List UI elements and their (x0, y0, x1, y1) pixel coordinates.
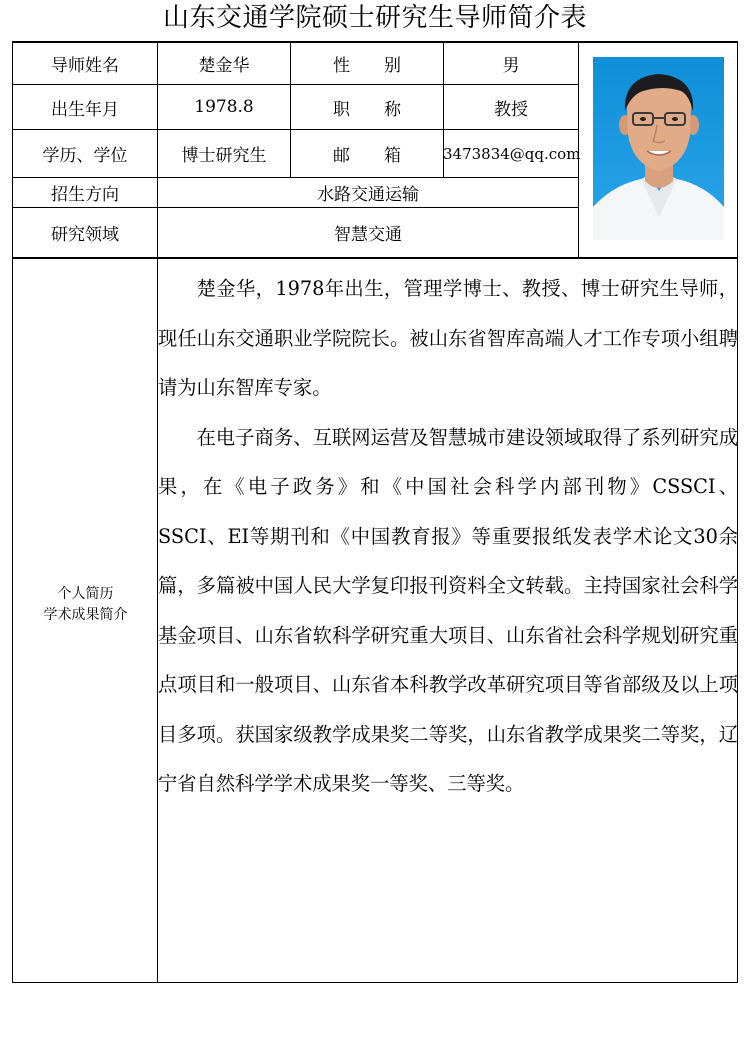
rank-value: 教授 (494, 99, 528, 120)
bio-paragraph-2: 在电子商务、互联网运营及智慧城市建设领域取得了系列研究成果，在《电子政务》和《中国社会科学内部刊物》CSSCI、 SSCI、EI等期刊和《中国教育报》等重要报纸发表学术论文30余篇，多篇被中国人民大学复印报刊资料全文转载。主持国家社会科学基金项目、山东省软科学研究重大项目、山东省社会科学规划研究重点项目和一般项目、山东省本科教学改革研究项目等省部级及以上项目多项。获国家级教学成果奖二等奖，山东省教学成果奖二等奖，辽宁省自然科学学术成果奖一等奖、三等奖。 (158, 425, 738, 795)
research-label: 研究领域 (51, 225, 119, 245)
birth-value: 1978.8 (194, 97, 254, 117)
enroll-value: 水路交通运输 (317, 185, 419, 205)
name-value: 楚金华 (198, 55, 250, 76)
gender-value: 男 (502, 55, 520, 76)
bio-paragraph-1: 楚金华，1978年出生，管理学博士、教授、博士研究生导师，现任山东交通职业学院院长。被山东省智库高端人才工作专项小组聘请为山东智库专家。 (158, 277, 738, 399)
birth-label: 出生年月 (51, 99, 119, 120)
bio-label-line2: 学术成果简介 (43, 607, 128, 623)
portrait-photo (593, 57, 724, 240)
bio-content (158, 264, 738, 809)
enroll-label: 招生方向 (51, 185, 119, 205)
gender-label: 性 别 (333, 55, 401, 76)
degree-value: 博士研究生 (181, 146, 267, 166)
document-title: 山东交通学院硕士研究生导师简介表 (162, 3, 587, 33)
research-value: 智慧交通 (334, 225, 402, 245)
name-label: 导师姓名 (51, 55, 119, 76)
rank-label: 职 称 (333, 99, 401, 120)
degree-label: 学历、学位 (42, 146, 128, 166)
email-value: 3473834@qq.com (443, 144, 581, 163)
bio-label-line1: 个人简历 (57, 586, 114, 602)
email-label: 邮 箱 (333, 146, 401, 166)
bio-section-label (14, 584, 157, 626)
